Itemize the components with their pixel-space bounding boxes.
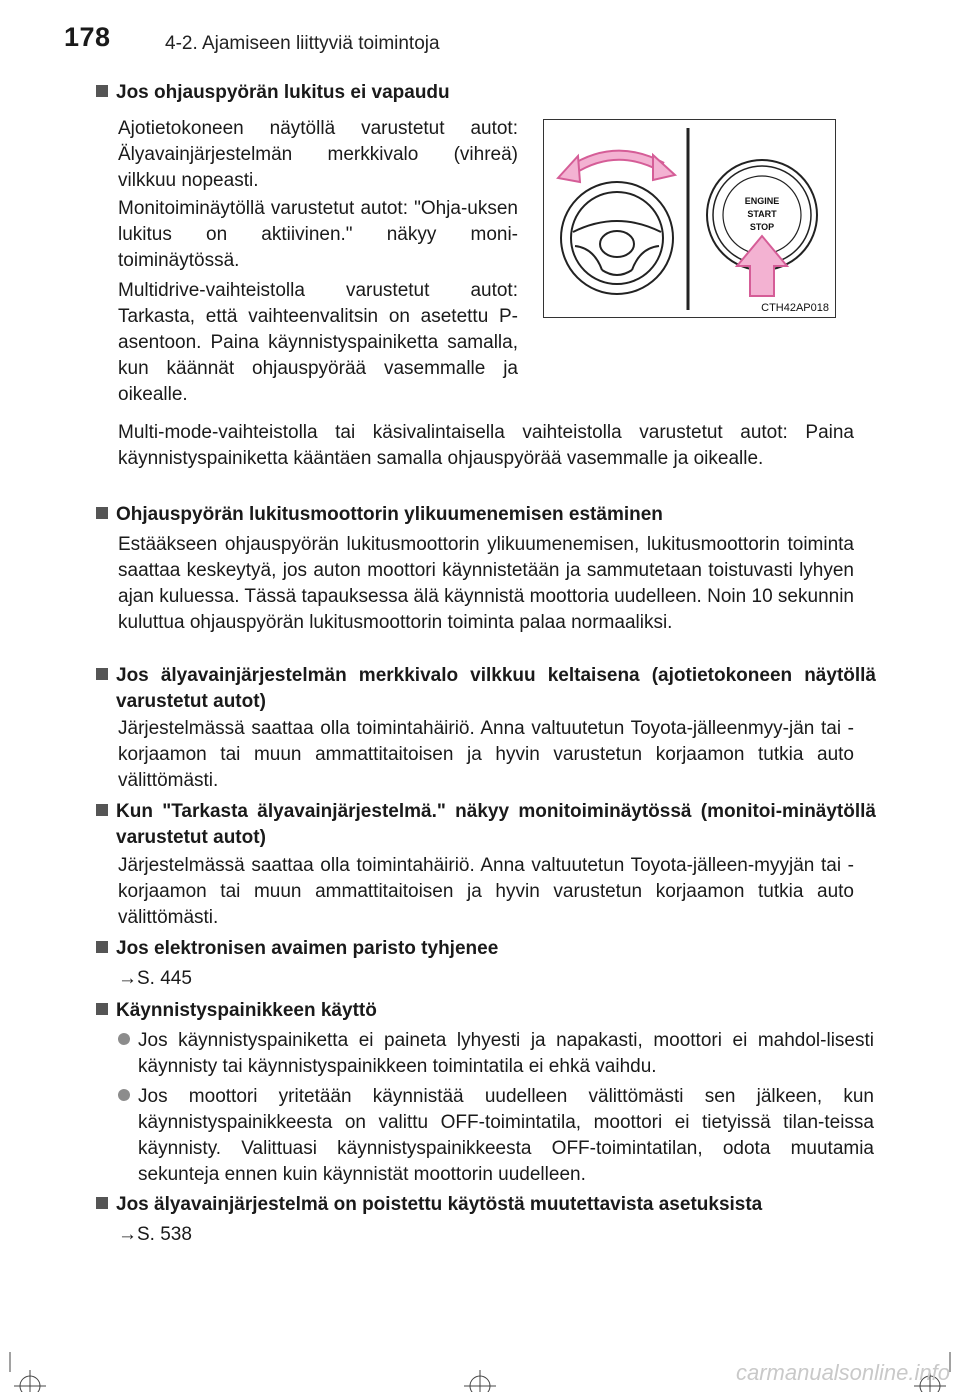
bullet-dot-icon [118, 1089, 130, 1101]
heading-marker [96, 668, 108, 680]
heading-marker [96, 941, 108, 953]
paragraph: Järjestelmässä saattaa olla toimintahäiriö. Anna valtuutetun Toyota-jälleen-myyjän tai -korjaamon tai muun ammattitaitoisen ja hyvin varustetun korjaamon tutkia auto välittömästi. [118, 855, 854, 928]
heading-start-button-use [96, 998, 377, 1024]
button-label-start: START [747, 209, 777, 219]
bullet-text: Jos moottori yritetään käynnistää uudelleen välittömästi sen jälkeen, kun käynnistyspainikkeesta on valittu OFF-toimintatila, moottori ei tietyissä tilan-teissa käynnisty. Valittuasi käynnistyspainikkeesta OFF-toimintatilan, odota muutamia sekunteja ennen kuin käynnistät moottorin uudelleen. [138, 1086, 874, 1185]
section-title: 4-2. Ajamiseen liittyviä toimintoja [165, 33, 440, 54]
heading-key-battery [96, 936, 498, 962]
paragraph: Ajotietokoneen näytöllä varustetut autot: Älyavainjärjestelmän merkkivalo (vihreä) vilkkuu nopeasti. [118, 118, 518, 191]
heading-steering-lock [96, 80, 450, 106]
paragraph: Multidrive-vaihteistolla varustetut autot: Tarkasta, että vaihteenvalitsin on asetettu P-asentoon. Paina käynnistyspainiketta samalla, kun käännät ohjauspyörää vasemmalle ja oikealle. [118, 280, 518, 405]
heading-text: Kun "Tarkasta älyavainjärjestelmä." näkyy monitoiminäytössä (monitoi-minäytöllä varustetut autot) [116, 801, 876, 848]
button-label-engine: ENGINE [744, 196, 780, 206]
heading-lock-motor-overheat [96, 502, 663, 528]
bullet-dot-icon [118, 1033, 130, 1045]
bullet-item [118, 1084, 874, 1188]
heading-marker [96, 507, 108, 519]
rotate-arrow-icon [558, 155, 675, 182]
heading-text: Jos ohjauspyörän lukitus ei vapaudu [116, 82, 450, 103]
paragraph: Monitoiminäytöllä varustetut autot: "Ohja-uksen lukitus on aktiivinen." näkyy moni-toiminäytössä. [118, 198, 518, 271]
heading-marker [96, 1197, 108, 1209]
paragraph: Multi-mode-vaihteistolla tai käsivalintaisella vaihteistolla varustetut autot: Paina käynnistyspainiketta kääntäen samalla ohjauspyörää vasemmalle ja oikealle. [118, 422, 854, 469]
bullet-text: Jos käynnistyspainiketta ei paineta lyhyesti ja napakasti, moottori ei mahdol-lisesti käynnisty tai käynnistyspainikkeen toimintatila ei ehkä vaihdu. [138, 1030, 874, 1077]
heading-marker [96, 85, 108, 97]
page-reference-link[interactable]: →S. 538 [118, 1224, 192, 1245]
heading-smart-key-disabled [96, 1192, 762, 1218]
illustration-steering-and-start-button [543, 119, 836, 318]
watermark: carmanualsonline.info [735, 1360, 950, 1385]
page-reference-link[interactable]: →S. 445 [118, 968, 192, 989]
heading-text: Käynnistyspainikkeen käyttö [116, 1000, 377, 1021]
heading-marker [96, 1003, 108, 1015]
heading-check-smart-key [96, 799, 876, 851]
figure-code: CTH42AP018 [761, 302, 829, 314]
bullet-item [118, 1028, 874, 1080]
illustration-svg [544, 120, 835, 317]
heading-indicator-yellow [96, 663, 876, 715]
steering-wheel-icon [561, 182, 673, 294]
button-label-stop: STOP [749, 222, 775, 232]
heading-marker [96, 804, 108, 816]
heading-text: Jos älyavainjärjestelmä on poistettu käytöstä muutettavista asetuksista [116, 1194, 763, 1215]
page-number: 178 [64, 22, 111, 52]
heading-text: Jos elektronisen avaimen paristo tyhjenee [116, 938, 499, 959]
heading-text: Ohjauspyörän lukitusmoottorin ylikuumenemisen estäminen [116, 504, 663, 525]
heading-text: Jos älyavainjärjestelmän merkkivalo vilkkuu keltaisena (ajotietokoneen näytöllä varustetut autot) [116, 665, 876, 712]
paragraph: Estääkseen ohjauspyörän lukitusmoottorin ylikuumenemisen, lukitusmoottorin toiminta saattaa keskeytyä, jos auton moottori käynnistetään ja sammutetaan toistuvasti lyhyen ajan kuluessa. Tässä tapauksessa älä käynnistä moottoria uudelleen. Noin 10 sekunnin kuluttua ohjauspyörän lukitusmoottorin toiminta palaa normaaliksi. [118, 534, 854, 633]
press-arrow-icon [737, 236, 787, 296]
paragraph: Järjestelmässä saattaa olla toimintahäiriö. Anna valtuutetun Toyota-jälleenmyy-jän tai -korjaamon tai muun ammattitaitoisen ja hyvin varustetun korjaamon tutkia auto välittömästi. [118, 718, 854, 791]
